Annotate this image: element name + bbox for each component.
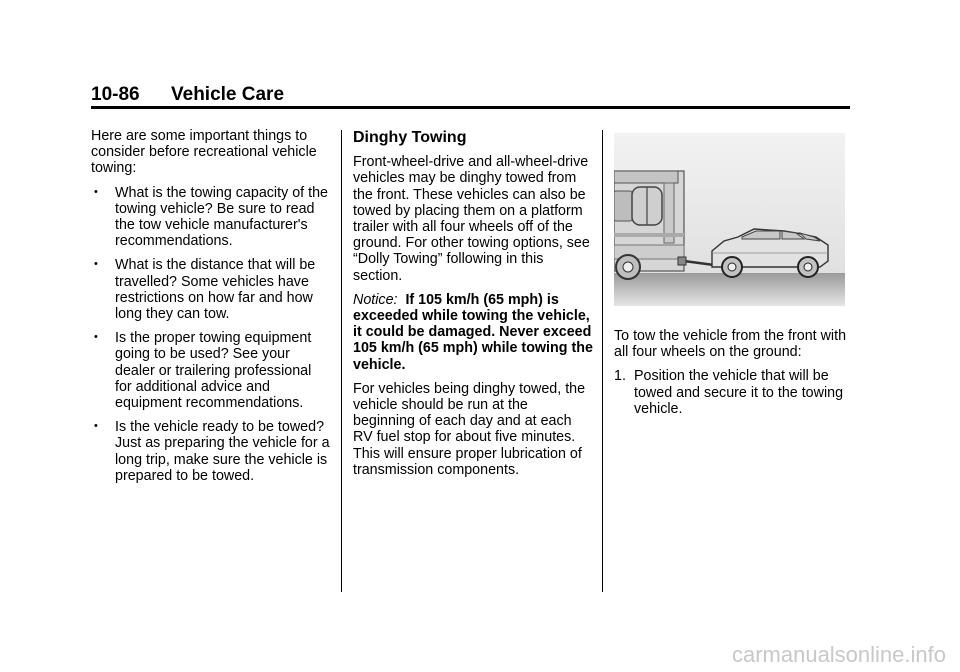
column-3 xyxy=(614,133,850,417)
page-header xyxy=(91,80,850,110)
list-item xyxy=(91,185,331,250)
page-number: 10-86 xyxy=(91,84,140,105)
step-item xyxy=(614,368,850,417)
step-text: Position the vehicle that will be towed and secure it to the towing vehicle. xyxy=(634,368,844,417)
notice-label: Notice: xyxy=(353,291,398,308)
dinghy-intro-paragraph: Front-wheel-drive and all-wheel-drive vehicles may be dinghy towed from the front. These vehicles can also be towed by placing them on a platform trailer with all four wheels off of the ground. For other towing options, see “Dolly Towing” following in this section. xyxy=(353,154,590,284)
column-2 xyxy=(353,130,593,486)
column-divider xyxy=(602,130,603,592)
list-item xyxy=(91,330,331,411)
dinghy-towing-illustration xyxy=(614,133,845,306)
tow-intro-paragraph: To tow the vehicle from the front with all four wheels on the ground: xyxy=(614,328,847,361)
list-item-text: Is the proper towing equipment going to be used? See your dealer or trailering professional for additional advice and equipment recommendations. xyxy=(115,330,312,412)
list-item xyxy=(91,257,331,322)
dinghy-towing-heading: Dinghy Towing xyxy=(353,129,467,146)
column-divider xyxy=(341,130,342,592)
intro-paragraph: Here are some important things to consider before recreational vehicle towing: xyxy=(91,128,317,177)
bullet-icon: • xyxy=(94,420,98,433)
tow-steps-list xyxy=(614,368,850,417)
column-1 xyxy=(91,128,331,492)
run-vehicle-paragraph: For vehicles being dinghy towed, the vehicle should be run at the beginning of each day and at each RV fuel stop for about five minutes. This will ensure proper lubrication of transmission components. xyxy=(353,380,586,478)
notice-text: If 105 km/h (65 mph) is exceeded while towing the vehicle, it could be damaged. Never exceed 105 km/h (65 mph) while towing the vehicle. xyxy=(353,291,593,373)
list-item-text: What is the distance that will be travelled? Some vehicles have restrictions on how far and how long they can tow. xyxy=(115,257,316,323)
section-title: Vehicle Care xyxy=(171,84,285,105)
header-rule xyxy=(91,106,850,109)
bullet-icon: • xyxy=(94,331,98,344)
list-item-text: What is the towing capacity of the towing vehicle? Be sure to read the tow vehicle manufacturer's recommendations. xyxy=(115,184,328,250)
watermark: carmanualsonline.info xyxy=(731,642,946,667)
list-item-text: Is the vehicle ready to be towed? Just as preparing the vehicle for a long trip, make sure the vehicle is prepared to be towed. xyxy=(115,419,330,484)
list-item xyxy=(91,419,331,484)
considerations-list xyxy=(91,185,331,484)
bullet-icon: • xyxy=(94,185,98,198)
notice-paragraph xyxy=(353,292,593,373)
step-number: 1. xyxy=(614,368,626,385)
bullet-icon: • xyxy=(94,258,98,271)
